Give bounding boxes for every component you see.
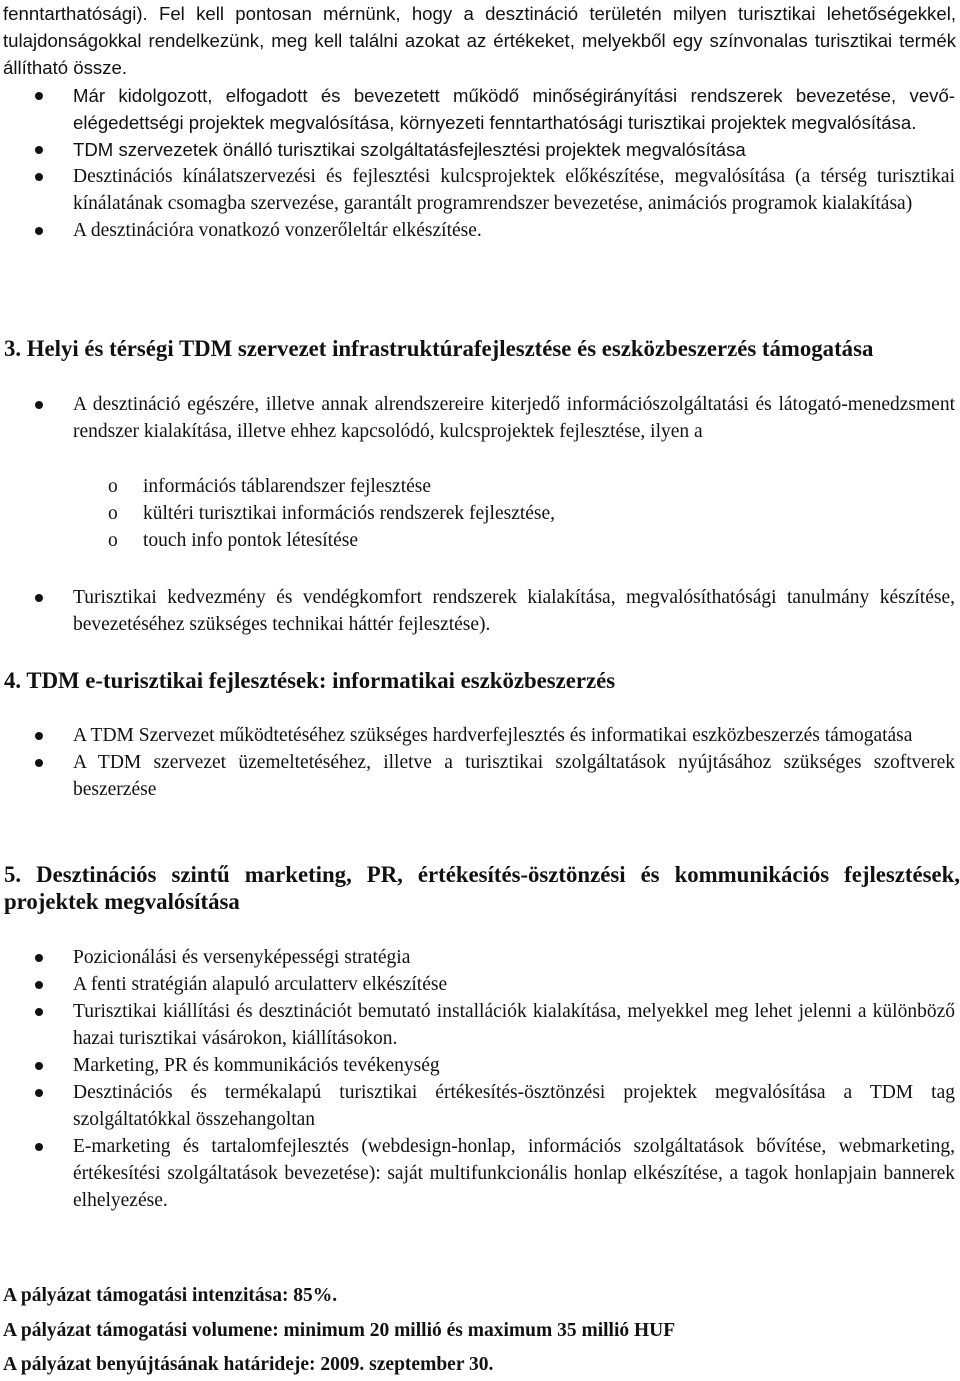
bullet-icon <box>35 954 43 962</box>
section-3-list <box>0 391 960 445</box>
sub-bullet-marker: o <box>108 476 118 497</box>
bullet-icon <box>35 1062 43 1070</box>
list-item-text: Turisztikai kiállítási és desztinációt bemutató installációk kialakítása, melyekkel meg lehet jelenni a különböző hazai turisztikai vásárokon, kiállításokon. <box>73 1001 955 1049</box>
intro-paragraph: fenntarthatósági). Fel kell pontosan mérnünk, hogy a desztináció területén milyen turisztikai lehetőségekkel, tulajdonságokkal rendelkezünk, meg kell találni azokat az értékeket, melyekből egy színvonalas turisztikai termék állítható össze. <box>3 3 956 78</box>
list-item-text: Pozicionálási és versenyképességi stratégia <box>73 947 411 968</box>
list-item-text: Marketing, PR és kommunikációs tevékenység <box>73 1055 440 1076</box>
list-item-text: Desztinációs és termékalapú turisztikai értékesítés-ösztönzési projektek megvalósítása a TDM tag szolgáltatókkal összehangoltan <box>73 1082 955 1130</box>
sub-list-item-text: touch info pontok létesítése <box>143 530 358 551</box>
list-item-text: Már kidolgozott, elfogadott és bevezetett működő minőségirányítási rendszerek bevezetése, vevő-elégedettségi projektek megvalósítása, környezeti fenntarthatósági turisztikai projektek megvalósítása. <box>73 85 955 133</box>
section-5-list <box>0 944 960 1214</box>
list-item <box>0 1133 960 1214</box>
section-4-list <box>0 722 960 803</box>
list-item <box>0 391 960 445</box>
bullet-icon <box>35 1089 43 1097</box>
section-3-sub-list <box>0 473 960 554</box>
list-item <box>0 82 960 136</box>
list-item <box>0 971 960 998</box>
list-item <box>0 998 960 1052</box>
section-3-heading: 3. Helyi és térségi TDM szervezet infrastruktúrafejlesztése és eszközbeszerzés támogatása <box>4 336 874 361</box>
list-item <box>0 749 960 803</box>
list-item-text: Turisztikai kedvezmény és vendégkomfort rendszerek kialakítása, megvalósíthatósági tanulmány készítése, bevezetéséhez szükséges technikai háttér fejlesztése). <box>73 587 955 635</box>
bullet-icon <box>35 594 43 602</box>
section-4-heading: 4. TDM e-turisztikai fejlesztések: informatikai eszközbeszerzés <box>4 668 616 693</box>
sub-list-item-text: kültéri turisztikai információs rendszerek fejlesztése, <box>143 503 556 524</box>
bullet-icon <box>35 732 43 740</box>
bullet-icon <box>35 92 43 100</box>
sub-list-item-text: információs táblarendszer fejlesztése <box>143 476 432 497</box>
sub-list-item <box>0 473 960 500</box>
bullet-icon <box>35 981 43 989</box>
list-item <box>0 1079 960 1133</box>
list-item <box>0 217 960 244</box>
bullet-icon <box>35 146 43 154</box>
funding-volume: A pályázat támogatási volumene: minimum 20 millió és maximum 35 millió HUF <box>3 1320 676 1341</box>
list-item-text: A fenti stratégián alapuló arculatterv elkészítése <box>73 974 448 995</box>
section-5-heading: 5. Desztinációs szintű marketing, PR, értékesítés-ösztönzési és kommunikációs fejlesztések, projektek megvalósítása <box>4 862 960 914</box>
list-item <box>0 584 960 638</box>
list-item <box>0 1052 960 1079</box>
list-item-text: A TDM szervezet üzemeltetéséhez, illetve a turisztikai szolgáltatások nyújtásához szükséges szoftverek beszerzése <box>73 752 955 800</box>
list-item <box>0 722 960 749</box>
bullet-icon <box>35 1008 43 1016</box>
sub-bullet-marker: o <box>108 530 118 551</box>
list-item-text: E-marketing és tartalomfejlesztés (webdesign-honlap, információs szolgáltatások bővítése, webmarketing, értékesítési szolgáltatások bevezetése): saját multifunkcionális honlap elkészítése, a tagok honlapjain bannerek elhelyezése. <box>73 1136 955 1211</box>
list-item <box>0 136 960 163</box>
list-item-text: A TDM Szervezet működtetéséhez szükséges hardverfejlesztés és informatikai eszközbeszerzés támogatása <box>73 725 913 746</box>
sub-list-item <box>0 500 960 527</box>
bullet-icon <box>35 227 43 235</box>
sub-list-item <box>0 527 960 554</box>
bullet-icon <box>35 1143 43 1151</box>
bullet-icon <box>35 759 43 767</box>
list-item <box>0 163 960 217</box>
sub-bullet-marker: o <box>108 503 118 524</box>
bullet-icon <box>35 401 43 409</box>
section-3-list-continued <box>0 584 960 638</box>
list-item-text: Desztinációs kínálatszervezési és fejlesztési kulcsprojektek előkészítése, megvalósítása (a térség turisztikai kínálatának csomagba szervezése, garantált programrendszer bevezetése, animációs programok kialakítása) <box>73 166 955 214</box>
submission-deadline: A pályázat benyújtásának határideje: 2009. szeptember 30. <box>3 1354 494 1375</box>
list-item <box>0 944 960 971</box>
funding-intensity: A pályázat támogatási intenzitása: 85%. <box>3 1285 338 1306</box>
list-item-text: A desztinációra vonatkozó vonzerőleltár elkészítése. <box>73 220 482 241</box>
top-bullet-list <box>0 82 960 244</box>
list-item-text: A desztináció egészére, illetve annak alrendszereire kiterjedő információszolgáltatási és látogató-menedzsment rendszer kialakítása, illetve ehhez kapcsolódó, kulcsprojektek fejlesztése, ilyen a <box>73 394 955 442</box>
bullet-icon <box>35 173 43 181</box>
list-item-text: TDM szervezetek önálló turisztikai szolgáltatásfejlesztési projektek megvalósítása <box>73 139 746 160</box>
